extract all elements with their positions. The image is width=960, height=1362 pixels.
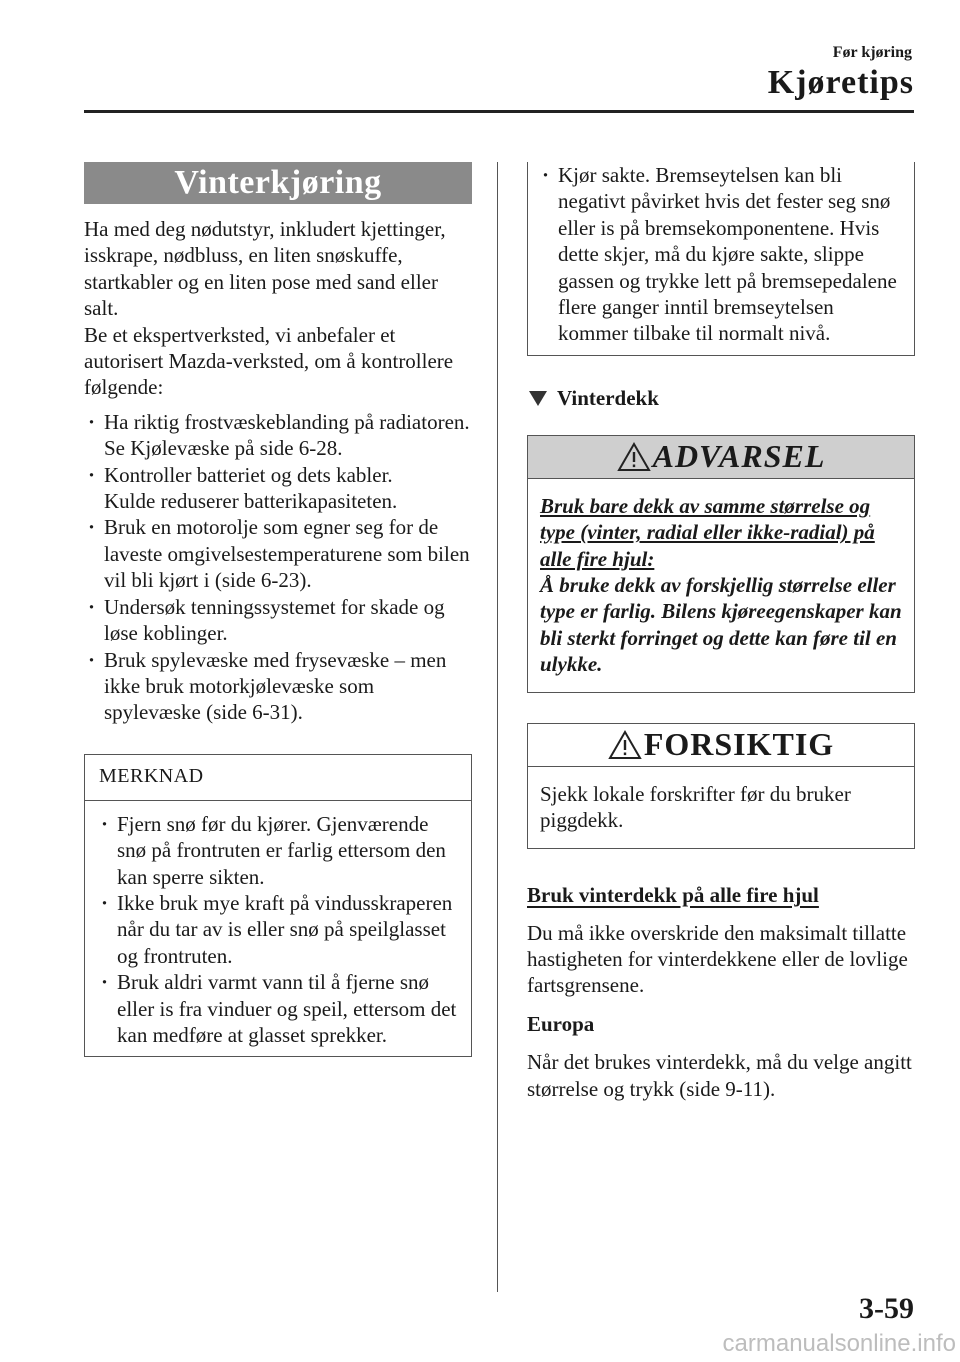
list-item: · Ikke bruk mye kraft på vindusskraperen når du tar av is eller snø på speilglasset og frontruten. — [97, 890, 459, 969]
warning-body — [528, 479, 914, 692]
intro-paragraph-1: Ha med deg nødutstyr, inkludert kjettinger, isskrape, nødbluss, en liten snøskuffe, startkabler og en liten pose med sand eller salt. — [84, 217, 446, 321]
warning-triangle-icon — [617, 442, 651, 472]
list-item: · Bruk en motorolje som egner seg for de laveste omgivelsestemperaturene som bilen vil bli kjørt i (side 6-23). — [84, 514, 472, 593]
header-chapter-title: Kjøretips — [767, 64, 914, 101]
note-box — [84, 754, 472, 1058]
section-title-banner: Vinterkjøring — [84, 162, 472, 204]
caution-box — [527, 723, 915, 849]
list-item: · Undersøk tenningssystemet for skade og løse koblinger. — [84, 594, 472, 647]
header-section: Før kjøring — [832, 44, 912, 61]
list-item: · Kjør sakte. Bremseytelsen kan bli negativt påvirket hvis det fester seg snø eller is på bremsekomponentene. Hvis dette skjer, må du kjøre sakte, slippe gassen og trykke lett på bremsepedalene flere ganger inntil bremseytelsen kommer tilbake til normalt nivå. — [538, 162, 904, 347]
note-list — [97, 811, 459, 1049]
warning-title: ADVARSEL — [652, 438, 826, 475]
intro-paragraph-2: Be et ekspertverksted, vi anbefaler et autorisert Mazda-verksted, om å kontrollere følgende: — [84, 322, 454, 400]
column-divider — [497, 162, 498, 1292]
warning-text: Å bruke dekk av forskjellig størrelse eller type er farlig. Bilens kjøreegenskaper kan bli sterkt forringet og dette kan føre til en ulykke. — [540, 573, 902, 677]
caution-header — [528, 724, 914, 767]
subheading-winter-tires: Vinterdekk — [527, 386, 915, 411]
warning-lead: Bruk bare dekk av samme størrelse og type (vinter, radial eller ikke-radial) på alle fire hjul: — [540, 493, 875, 571]
caution-body: Sjekk lokale forskrifter før du bruker piggdekk. — [540, 781, 851, 833]
subheading-all-four-wheels: Bruk vinterdekk på alle fire hjul — [527, 882, 819, 907]
note-title: MERKNAD — [85, 755, 471, 801]
header-rule — [84, 110, 914, 113]
speed-paragraph: Du må ikke overskride den maksimalt tillatte hastigheten for vinterdekkene eller de lovlige fartsgrensene. — [527, 920, 908, 998]
left-column — [84, 162, 472, 1057]
check-list — [84, 409, 472, 726]
right-column — [527, 162, 915, 1102]
watermark: carmanualsonline.info — [722, 1330, 956, 1357]
list-item: · Fjern snø før du kjører. Gjenværende snø på frontruten er farlig ettersom den kan sperre sikten. — [97, 811, 459, 890]
list-item: · Bruk aldri varmt vann til å fjerne snø eller is fra vinduer og speil, ettersom det kan medføre at glasset sprekker. — [97, 969, 459, 1048]
region-label-europe: Europa — [527, 1011, 595, 1036]
warning-header — [528, 436, 914, 479]
warning-triangle-icon — [608, 730, 642, 760]
europe-paragraph: Når det brukes vinterdekk, må du velge angitt størrelse og trykk (side 9-11). — [527, 1050, 912, 1101]
page-number: 3-59 — [859, 1292, 914, 1325]
caution-title: FORSIKTIG — [643, 726, 835, 763]
list-item: · Ha riktig frostvæskeblanding på radiatoren. Se Kjølevæske på side 6-28. — [84, 409, 472, 462]
list-item: · Kontroller batteriet og dets kabler. Kulde reduserer batterikapasiteten. — [84, 462, 472, 515]
warning-box — [527, 435, 915, 693]
note-box-continued — [527, 162, 915, 356]
list-item: · Bruk spylevæske med frysevæske – men ikke bruk motorkjølevæske som spylevæske (side 6-31). — [84, 647, 472, 726]
triangle-down-icon — [529, 391, 547, 406]
